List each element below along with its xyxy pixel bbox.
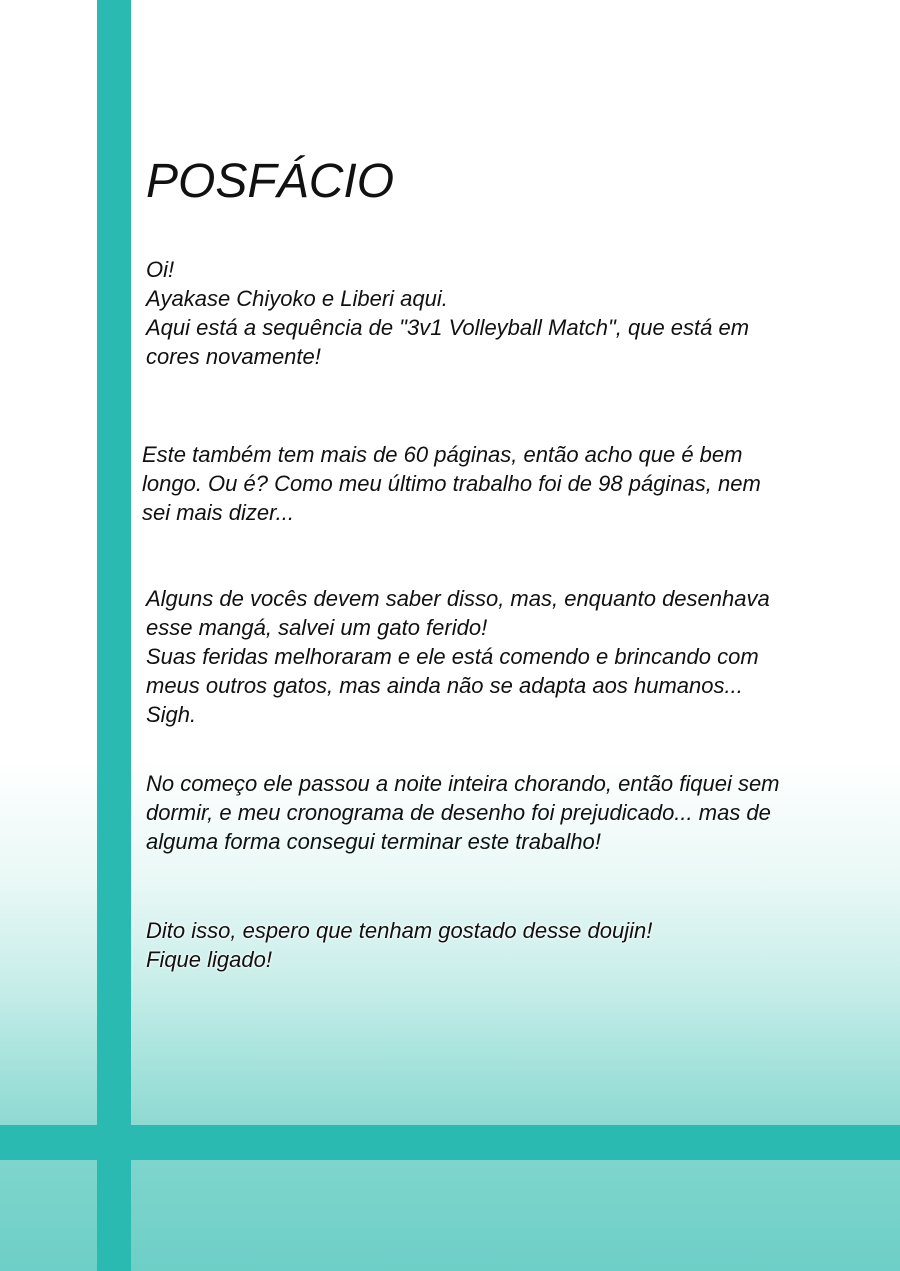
paragraph-line: alguma forma consegui terminar este trabalho! bbox=[146, 829, 601, 854]
paragraph-line: sei mais dizer... bbox=[142, 500, 295, 525]
paragraph-line: Suas feridas melhoraram e ele está comendo e brincando com bbox=[146, 644, 759, 669]
paragraph-schedule bbox=[146, 769, 846, 856]
paragraph-greeting bbox=[146, 255, 846, 371]
paragraph-page-count bbox=[142, 440, 842, 527]
paragraph-cat-rescue bbox=[146, 584, 846, 729]
paragraph-line: Aqui está a sequência de "3v1 Volleyball Match", que está em bbox=[146, 315, 750, 340]
paragraph-line: Sigh. bbox=[146, 702, 197, 727]
horizontal-stripe bbox=[0, 1125, 900, 1160]
paragraph-line: Ayakase Chiyoko e Liberi aqui. bbox=[146, 286, 448, 311]
paragraph-line: Dito isso, espero que tenham gostado desse doujin! bbox=[146, 918, 653, 943]
paragraph-line: cores novamente! bbox=[146, 344, 321, 369]
paragraph-line: esse mangá, salvei um gato ferido! bbox=[146, 615, 488, 640]
page-title: POSFÁCIO bbox=[146, 155, 395, 208]
paragraph-line: longo. Ou é? Como meu último trabalho foi de 98 páginas, nem bbox=[142, 471, 761, 496]
paragraph-line: dormir, e meu cronograma de desenho foi prejudicado... mas de bbox=[146, 800, 771, 825]
paragraph-line: Oi! bbox=[146, 257, 175, 282]
paragraph-line: Este também tem mais de 60 páginas, então acho que é bem bbox=[142, 442, 743, 467]
paragraph-line: No começo ele passou a noite inteira chorando, então fiquei sem bbox=[146, 771, 780, 796]
paragraph-line: Fique ligado! bbox=[146, 947, 272, 972]
paragraph-closing bbox=[146, 916, 846, 974]
paragraph-line: Alguns de vocês devem saber disso, mas, enquanto desenhava bbox=[146, 586, 770, 611]
vertical-stripe bbox=[97, 0, 131, 1271]
paragraph-line: meus outros gatos, mas ainda não se adapta aos humanos... bbox=[146, 673, 743, 698]
